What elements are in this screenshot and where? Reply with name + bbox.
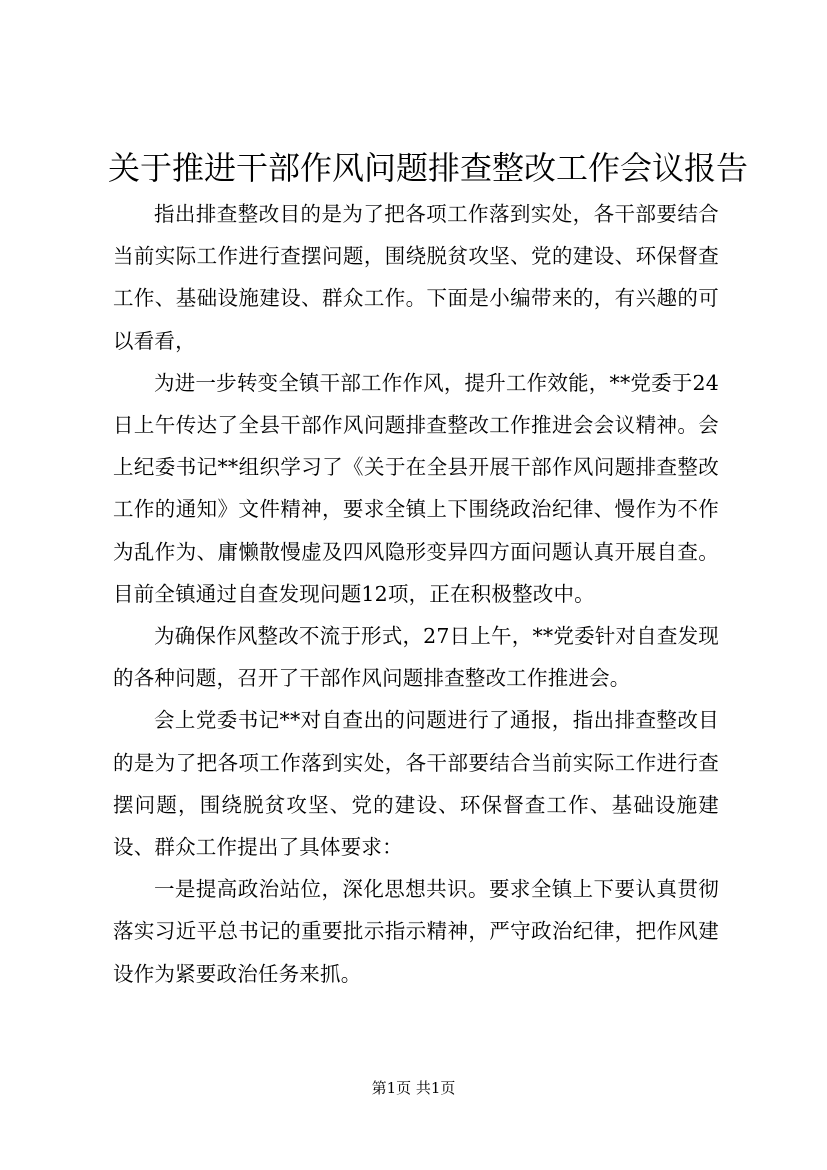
paragraph: 会上党委书记**对自查出的问题进行了通报，指出排查整改目的是为了把各项工作落到实处，各干部要结合当前实际工作进行查摆问题，围绕脱贫攻坚、党的建设、环保督查工作、基础设施建设、群众工作提出了具体要求： [113,708,719,860]
page-footer: 第1页 共1页 [371,1079,456,1097]
paragraph: 为进一步转变全镇干部工作作风，提升工作效能，**党委于24日上午传达了全县干部作风问题排查整改工作推进会会议精神。会上纪委书记**组织学习了《关于在全县开展干部作风问题排查整改工作的通知》文件精神，要求全镇上下围绕政治纪律、慢作为不作为乱作为、庸懒散慢虚及四风隐形变异四方面问题认真开展自查。目前全镇通过自查发现问题12项，正在积极整改中。 [113,370,719,606]
document-body [113,193,719,995]
document-title: 关于推进干部作风问题排查整改工作会议报告 [108,149,749,187]
paragraph: 指出排查整改目的是为了把各项工作落到实处，各干部要结合当前实际工作进行查摆问题，围绕脱贫攻坚、党的建设、环保督查工作、基础设施建设、群众工作。下面是小编带来的，有兴趣的可以看看， [113,202,719,353]
paragraph: 一是提高政治站位，深化思想共识。要求全镇上下要认真贯彻落实习近平总书记的重要批示指示精神，严守政治纪律，把作风建设作为紧要政治任务来抓。 [113,877,719,986]
paragraph: 为确保作风整改不流于形式，27日上午，**党委针对自查发现的各种问题，召开了干部作风问题排查整改工作推进会。 [113,624,719,691]
